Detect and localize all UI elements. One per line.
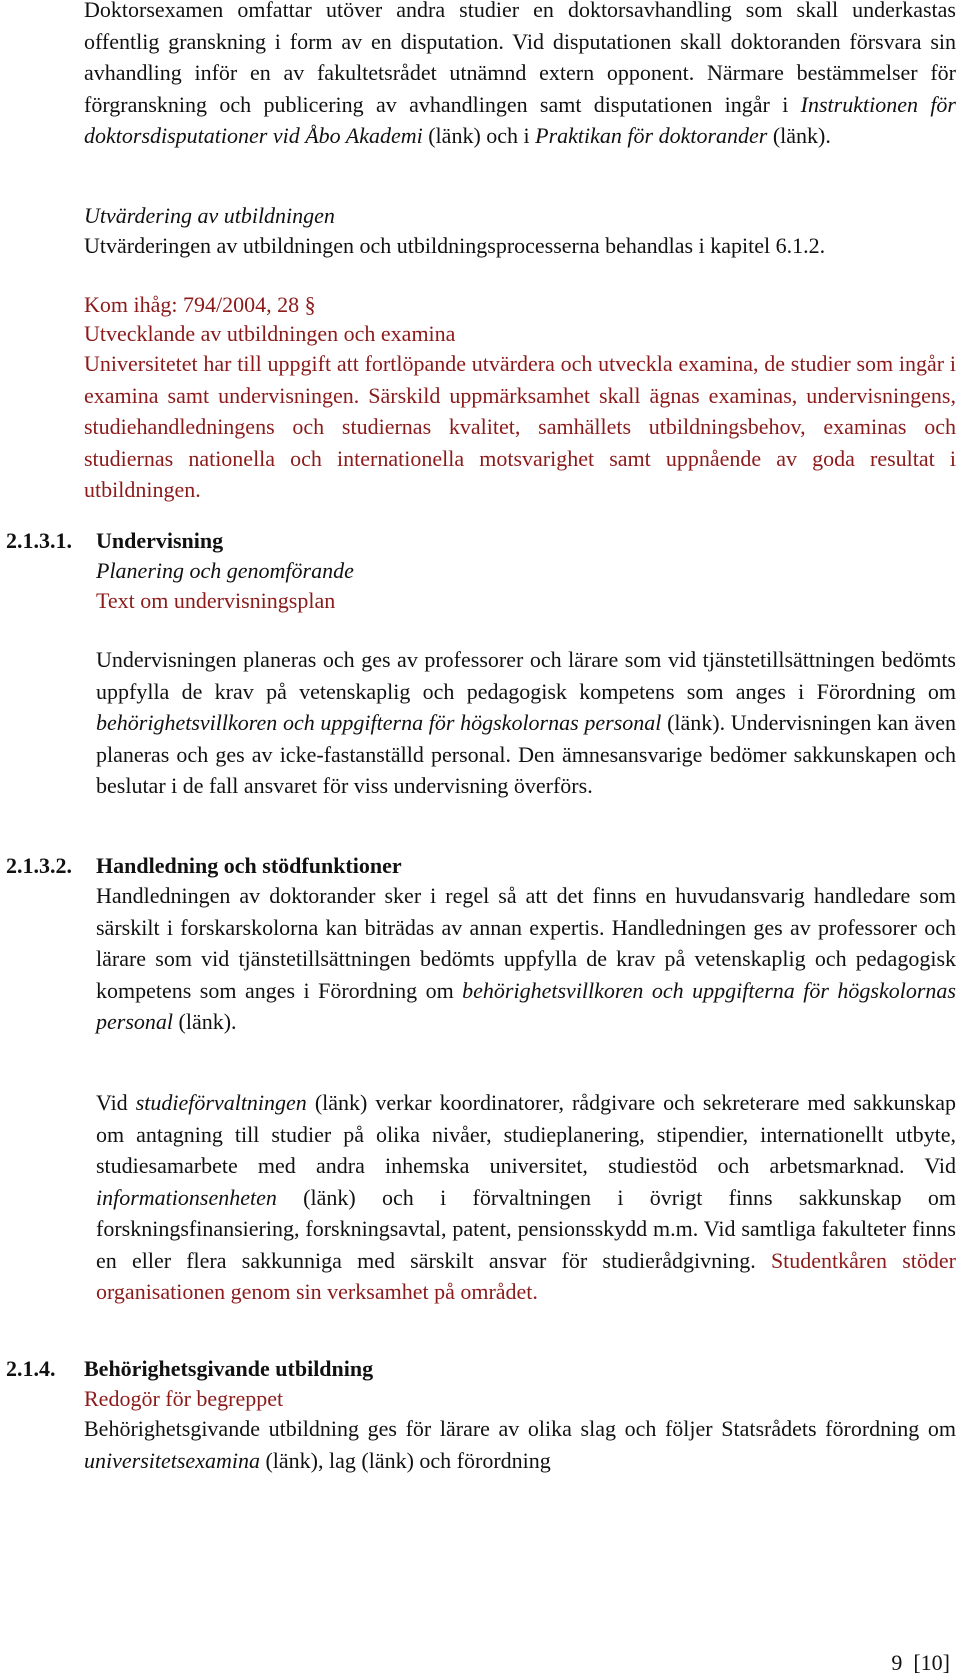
planning-subheading: [96, 555, 956, 587]
section-title: Undervisning: [96, 528, 224, 553]
text-run: (länk) och i: [422, 123, 536, 148]
section-number: 2.1.4.: [6, 1356, 56, 1381]
text-run: (länk) verkar koordinatorer, rådgivare och sekreterare med sakkunskap om antagning till studier på olika nivåer, studieplanering, stipendier, internationellt utbyte, studiesamarbete med andra inhemska universitet, studiestöd och arbetsmarknad. Vid: [96, 1090, 956, 1178]
support-services-paragraph: [96, 1087, 956, 1308]
text-run: (länk), lag (länk) och förordning: [259, 1447, 551, 1473]
information-unit-link-title: informationsenheten: [96, 1184, 277, 1210]
qualifying-education-paragraph: [84, 1413, 956, 1476]
doctoral-exam-paragraph: [84, 0, 956, 152]
text-run: Doktorsexamen omfattar utöver andra studier en doktorsavhandling som skall underkastas offentlig granskning i form av en disputation. Vid disputationen skall doktoranden försvara sin avhandling inför en av fakultetsrådet utnämnd extern opponent. Närmare bestämmelser för förgranskning och publicering av avhandlingen samt disputationen ingår i: [84, 0, 956, 117]
text-run: (länk).: [173, 1009, 237, 1034]
evaluation-paragraph: Utvärderingen av utbildningen och utbildningsprocesserna behandlas i kapitel 6.1.2.: [84, 233, 826, 258]
section-heading-2131: [6, 525, 223, 557]
section-heading-2132: [6, 850, 402, 882]
supervision-paragraph: [96, 880, 956, 1038]
section-title: Handledning och stödfunktioner: [96, 853, 402, 878]
evaluation-heading: [84, 200, 956, 232]
text-run: (länk).: [767, 123, 831, 148]
text-run: Undervisningen planeras och ges av professorer och lärare som vid tjänstetillsättningen bedömts uppfylla de krav på vetenskaplig och pedagogisk kompetens som anges i Förordning om: [96, 647, 956, 704]
text-run: Vid: [96, 1090, 136, 1115]
teaching-paragraph: [96, 644, 956, 802]
text-run: Behörighetsgivande utbildning ges för lärare av olika slag och följer Statsrådets förordning om: [84, 1416, 956, 1441]
current-page: 9: [891, 1650, 903, 1675]
planning-subheading-text: Planering och genomförande: [96, 558, 354, 583]
study-administration-link-title: studieförvaltningen: [135, 1090, 307, 1115]
section-number: 2.1.3.1.: [6, 528, 72, 553]
text-run: Handledningen av doktorander sker i regel så att det finns en huvudansvarig handledare som särskilt i forskarskolorna kan biträdas av annan expertis. Handledningen ges av professorer och lärare som vid tjänstetillsättningen bedömts uppfylla de krav på vetenskaplig och pedagogisk kompetens som anges i Förordning om: [96, 883, 956, 1003]
development-paragraph: Universitetet har till uppgift att fortlöpande utvärdera och utveckla examina, de studier som ingår i examina samt undervisningen. Särskild uppmärksamhet skall ägnas examinas, undervisningens, studiehandledningens och studiernas kvalitet, samhällets utbildningsbehov, examinas och studiernas nationella och internationella motsvarighet samt uppnående av goda resultat i utbildningen.: [84, 351, 956, 502]
regulation-link-title: behörighetsvillkoren och uppgifterna för högskolornas personal: [96, 977, 956, 1034]
define-concept-note: Redogör för begreppet: [84, 1386, 284, 1411]
praktikan-link-title: Praktikan för doktorander: [535, 123, 768, 148]
regulation-link-title: behörighetsvillkoren och uppgifterna för högskolornas personal: [96, 710, 662, 735]
degree-regulation-link-title: universitetsexamina: [84, 1447, 260, 1473]
text-run: (länk) och i förvaltningen i övrigt finns sakkunskap om forskningsfinansiering, forskningsavtal, patent, pensionsskydd m.m. Vid samtliga fakulteter finns en eller flera sakkunniga med särskilt ansvar för studierådgivning.: [96, 1184, 956, 1273]
evaluation-heading-text: Utvärdering av utbildningen: [84, 203, 335, 228]
total-pages: [10]: [913, 1650, 950, 1675]
section-title: Behörighetsgivande utbildning: [84, 1356, 374, 1381]
teaching-plan-note: Text om undervisningsplan: [96, 588, 336, 613]
instruction-link-title: Instruktionen för doktorsdisputationer vid Åbo Akademi: [84, 91, 956, 148]
remember-note: Kom ihåg: 794/2004, 28 §: [84, 292, 316, 317]
student-union-note: Studentkåren stöder organisationen genom sin verksamhet på området.: [96, 1247, 956, 1304]
page-number: [891, 1647, 950, 1679]
section-number: 2.1.3.2.: [6, 853, 72, 878]
text-run: (länk). Undervisningen kan även planeras och ges av icke-fastanställd personal. Den ämnesansvarige bedömer sakkunskapen och beslutar i de fall ansvaret för viss undervisning överförs.: [96, 710, 956, 798]
development-heading: Utvecklande av utbildningen och examina: [84, 321, 456, 346]
section-heading-214: [6, 1353, 373, 1385]
